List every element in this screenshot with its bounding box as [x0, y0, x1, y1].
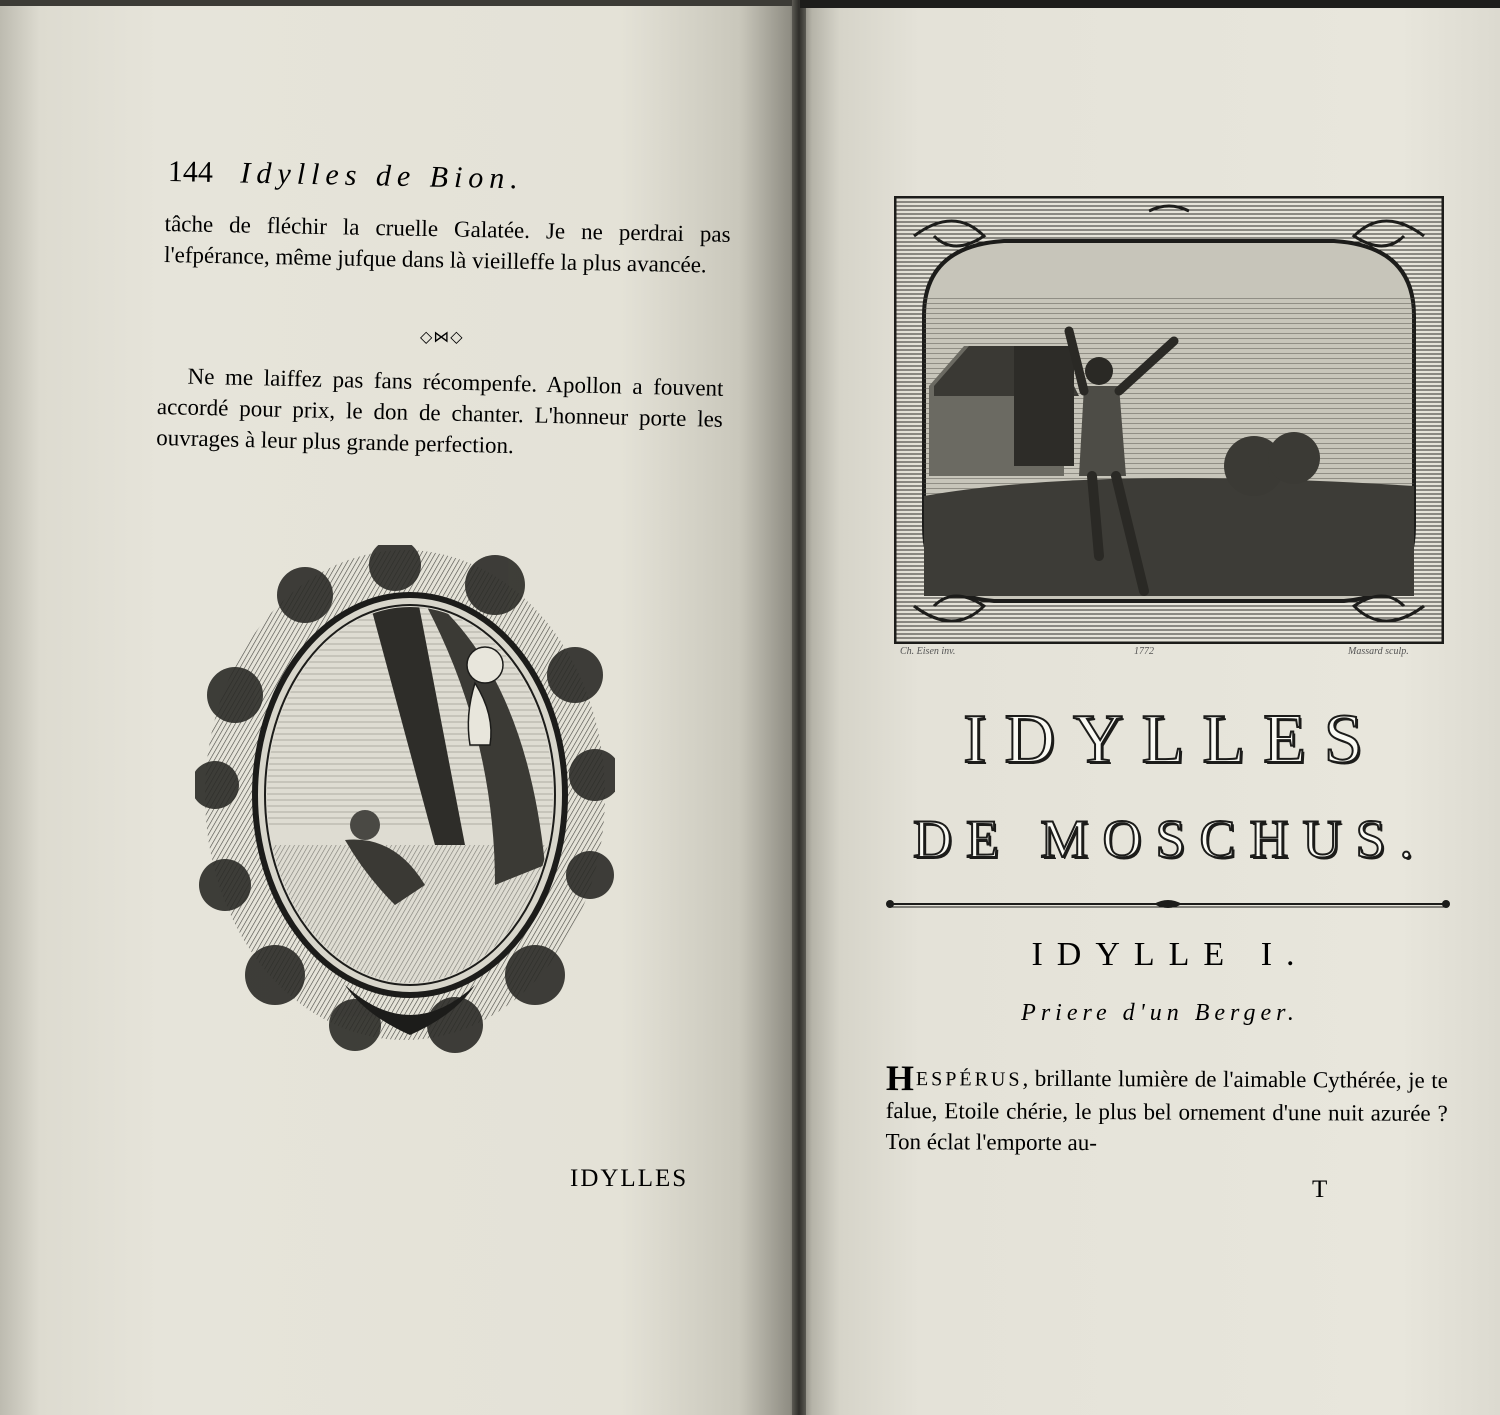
right-paragraph	[885, 1058, 1448, 1160]
right-paragraph-text: , brillante lumière de l'aimable Cythérée, je te falue, Etoile chérie, le plus bel ornement d'une nuit azurée ? Ton éclat l'emporte au-	[885, 1065, 1448, 1156]
title-line-2: DE MOSCHUS.	[912, 809, 1428, 869]
left-catchword: IDYLLES	[570, 1165, 689, 1192]
signature-mark: T	[1312, 1176, 1330, 1203]
page-top-edge	[800, 0, 1500, 8]
running-head-title: Idylles de Bion.	[240, 156, 525, 196]
drop-capital-continuation: ESPÉRUS	[915, 1068, 1023, 1091]
headpiece-engraving	[894, 196, 1444, 644]
plate-credit-engraver: Massard sculp.	[1348, 646, 1409, 657]
oval-vignette-engraving	[195, 545, 615, 1055]
section-ornament: ◇⋈◇	[420, 329, 464, 346]
left-paragraph-2: Ne me laiffez pas fans récompenfe. Apollon a fouvent accordé pour prix, le don de chanter. L'honneur porte les ouvrages à leur plus grande perfection.	[155, 363, 724, 459]
plate-credit-date: 1772	[1134, 646, 1154, 657]
page-number: 144	[167, 155, 214, 189]
plate-credit-designer: Ch. Eisen inv.	[900, 646, 956, 657]
decorative-rule	[884, 897, 1452, 911]
book-gutter	[792, 0, 806, 1415]
title-line-1: IDYLLES	[963, 701, 1381, 778]
idyll-heading: IDYLLE I.	[1031, 936, 1309, 973]
drop-capital: H	[885, 1058, 915, 1099]
left-paragraph-1: tâche de fléchir la cruelle Galatée. Je ne perdrai pas l'efpérance, même jufque dans là vieilleffe la plus avancée.	[163, 210, 731, 278]
idyll-subtitle: Priere d'un Berger.	[1021, 1000, 1299, 1026]
